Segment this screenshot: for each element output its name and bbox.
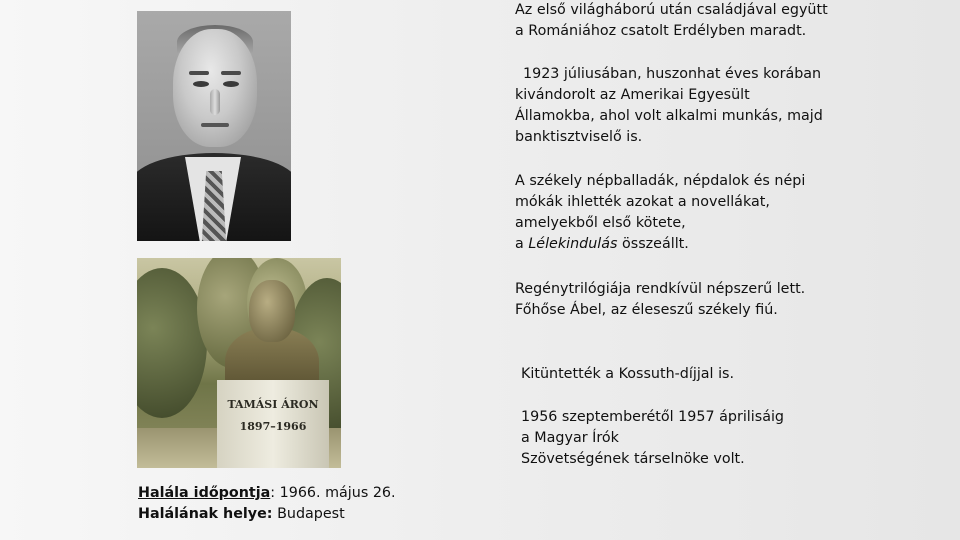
death-date-sep: : — [270, 485, 280, 501]
paragraph-first-book — [515, 171, 805, 255]
paragraph-after-war — [515, 0, 828, 42]
text-line: kivándorolt az Amerikai Egyesült — [515, 87, 750, 103]
text-line: Regénytrilógiája rendkívül népszerű lett. — [515, 281, 806, 297]
text-line: A székely népballadák, népdalok és népi — [515, 173, 806, 189]
text-line: Kitüntették a Kossuth-díjjal is. — [521, 366, 735, 382]
text-line: banktisztviselő is. — [515, 129, 643, 145]
plaque-years: 1897–1966 — [239, 420, 307, 433]
text-fragment: összeállt. — [617, 236, 689, 252]
death-info — [138, 483, 396, 525]
death-date-label: Halála időpontja — [138, 485, 271, 501]
statue-photo — [137, 258, 341, 468]
text-line: 1956 szeptemberétől 1957 áprilisáig — [521, 409, 784, 425]
text-line: a Magyar Írók — [521, 430, 619, 446]
death-date-value: 1966. május 26. — [279, 485, 396, 501]
book-title: Lélekindulás — [528, 236, 618, 252]
text-fragment: a — [515, 236, 529, 252]
text-line: Főhőse Ábel, az éleseszű székely fiú. — [515, 302, 778, 318]
death-place-row — [138, 504, 396, 525]
text-line: mókák ihlették azokat a novellákat, — [515, 194, 770, 210]
paragraph-emigration — [515, 64, 823, 148]
death-date-row — [138, 483, 396, 504]
text-line: amelyekből első kötete, — [515, 215, 686, 231]
text-line: Az első világháború után családjával együtt — [515, 2, 828, 18]
paragraph-writers-union — [521, 407, 784, 470]
text-line: Szövetségének társelnöke volt. — [521, 451, 745, 467]
paragraph-trilogy — [515, 279, 805, 321]
text-line: Államokba, ahol volt alkalmi munkás, majd — [515, 108, 823, 124]
death-place-value: Budapest — [272, 506, 345, 522]
plaque-name: TAMÁSI ÁRON — [227, 398, 319, 411]
text-line — [515, 234, 805, 255]
text-line: 1923 júliusában, huszonhat éves korában — [523, 66, 822, 82]
paragraph-kossuth-prize — [521, 364, 734, 385]
death-place-label: Halálának helye: — [138, 506, 273, 522]
text-line: a Romániához csatolt Erdélyben maradt. — [515, 23, 807, 39]
portrait-photo — [137, 11, 291, 241]
statue-plaque — [219, 394, 327, 438]
